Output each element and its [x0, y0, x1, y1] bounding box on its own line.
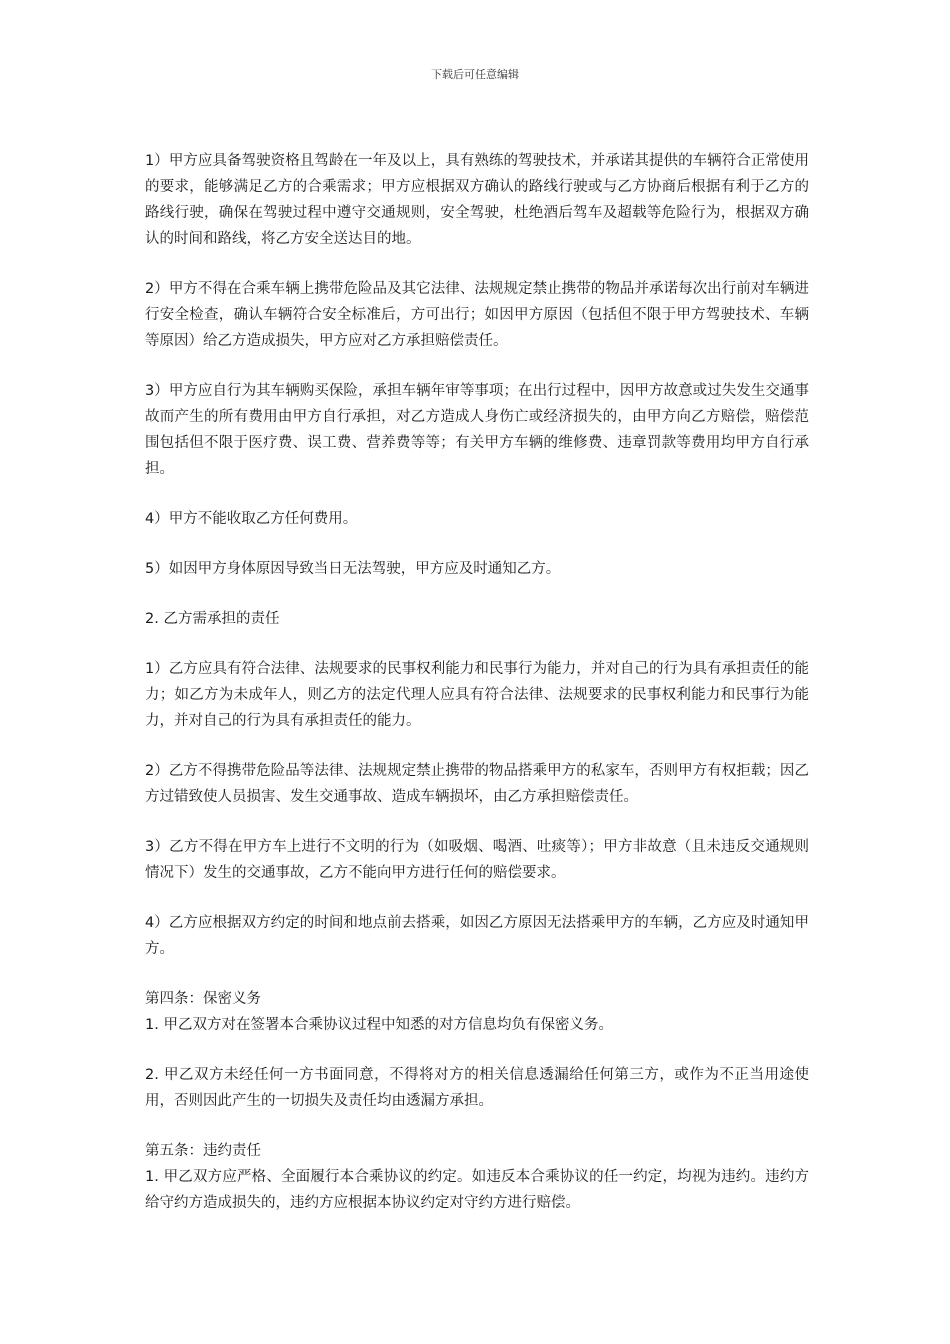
section-4-item: 1. 甲乙双方对在签署本合乘协议过程中知悉的对方信息均负有保密义务。: [145, 1017, 613, 1033]
paragraph: 2）乙方不得携带危险品等法律、法规规定禁止携带的物品搭乘甲方的私家车，否则甲方有权拒载；因乙方过错致使人员损害、发生交通事故、造成车辆损坏，由乙方承担赔偿责任。: [145, 763, 809, 805]
paragraph: 1）甲方应具备驾驶资格且驾龄在一年及以上，具有熟练的驾驶技术，并承诺其提供的车辆符合正常使用的要求，能够满足乙方的合乘需求；甲方应根据双方确认的路线行驶或与乙方协商后根据有利于乙方的路线行驶，确保在驾驶过程中遵守交通规则，安全驾驶，杜绝酒后驾车及超载等危险行为，根据双方确认的时间和路线，将乙方安全送达目的地。: [145, 153, 809, 247]
subsection-heading: 2. 乙方需承担的责任: [145, 611, 280, 627]
paragraph: 2）甲方不得在合乘车辆上携带危险品及其它法律、法规规定禁止携带的物品并承诺每次出行前对车辆进行安全检查，确认车辆符合安全标准后，方可出行；如因甲方原因（包括但不限于甲方驾驶技术、车辆等原因）给乙方造成损失，甲方应对乙方承担赔偿责任。: [145, 281, 809, 349]
section-5-title: 第五条：违约责任: [145, 1143, 261, 1159]
paragraph: 5）如因甲方身体原因导致当日无法驾驶，甲方应及时通知乙方。: [145, 561, 561, 577]
paragraph: 4）甲方不能收取乙方任何费用。: [145, 511, 358, 527]
paragraph: 3）甲方应自行为其车辆购买保险，承担车辆年审等事项；在出行过程中，因甲方故意或过失发生交通事故而产生的所有费用由甲方自行承担，对乙方造成人身伤亡或经济损失的，由甲方向乙方赔偿，赔偿范围包括但不限于医疗费、误工费、营养费等等；有关甲方车辆的维修费、违章罚款等费用均甲方自行承担。: [145, 383, 809, 477]
document-body: [145, 148, 809, 1240]
paragraph: 4）乙方应根据双方约定的时间和地点前去搭乘，如因乙方原因无法搭乘甲方的车辆，乙方应及时通知甲方。: [145, 915, 809, 957]
section-4-title: 第四条：保密义务: [145, 991, 261, 1007]
paragraph: 3）乙方不得在甲方车上进行不文明的行为（如吸烟、喝酒、吐痰等）；甲方非故意（且未违反交通规则情况下）发生的交通事故，乙方不能向甲方进行任何的赔偿要求。: [145, 839, 809, 881]
paragraph: 1）乙方应具有符合法律、法规要求的民事权利能力和民事行为能力，并对自己的行为具有承担责任的能力；如乙方为未成年人，则乙方的法定代理人应具有符合法律、法规要求的民事权利能力和民事行为能力，并对自己的行为具有承担责任的能力。: [145, 661, 809, 729]
section-5-item: 1. 甲乙双方应严格、全面履行本合乘协议的约定。如违反本合乘协议的任一约定，均视为违约。违约方给守约方造成损失的，违约方应根据本协议约定对守约方进行赔偿。: [145, 1169, 809, 1211]
section-4-item: 2. 甲乙双方未经任何一方书面同意，不得将对方的相关信息透漏给任何第三方，或作为不正当用途使用，否则因此产生的一切损失及责任均由透漏方承担。: [145, 1067, 809, 1109]
page-header: 下载后可任意编辑: [431, 68, 519, 81]
